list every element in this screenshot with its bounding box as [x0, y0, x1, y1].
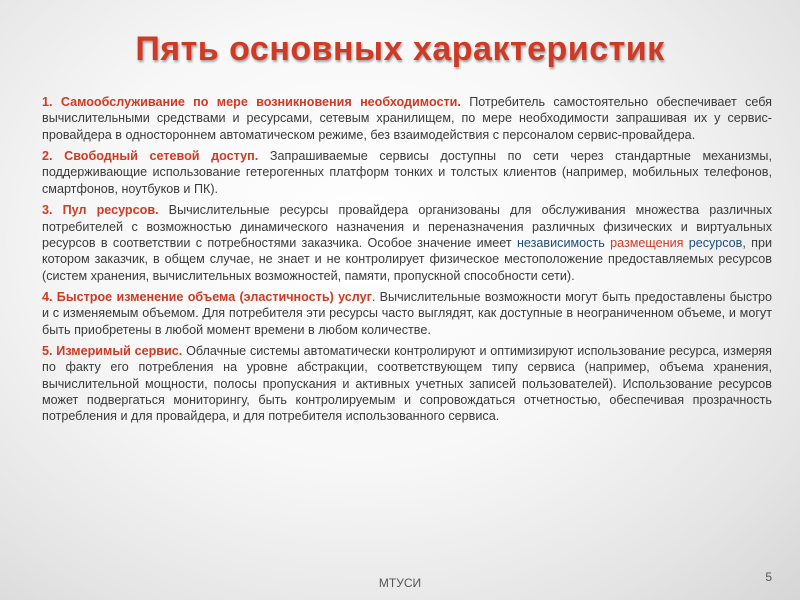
item-heading: 4. Быстрое изменение объема (эластичность) услуг — [42, 289, 372, 304]
emphasis-resources: ресурсов — [688, 235, 743, 250]
slide-title: Пять основных характеристик — [135, 30, 665, 68]
slide-footer: МТУСИ — [378, 576, 422, 590]
item-text-after: , при котором заказчик, в общем случае, не знает и не контролирует физическое местоположение предоставляемых ресурсов (систем хранения, вычислительных возможностей, памяти, пропускной способности сети). — [42, 235, 773, 283]
emphasis-placement: размещения — [610, 235, 684, 250]
item-text: Потребитель самостоятельно обеспечивает себя вычислительными средствами и ресурсами, сетевым хранилищем, по мере необходимости запрашивая их у сервис-провайдера в одностороннем автоматическом режиме, без взаимодействия с персоналом сервис-провайдера. — [42, 95, 772, 142]
item-text: . Вычислительные возможности могут быть предоставлены быстро и с изменяемым объемом. Для потребителя эти ресурсы часто выглядят, как доступные в неограниченном объеме, и могут быть приобретены в любой момент времени в любом количестве. — [42, 289, 772, 337]
list-item-3 — [42, 202, 772, 284]
list-item-4 — [42, 289, 772, 338]
list-item-5 — [42, 343, 772, 425]
item-text: Вычислительные ресурсы провайдера организованы для обслуживания множества различных потребителей с возможностью динамического назначения и переназначения различных физических и виртуальных ресурсов в соответствии с потребностями заказчика. Особое значение имеет — [42, 203, 772, 250]
item-heading: 3. Пул ресурсов. — [42, 203, 159, 218]
emphasis-independence: независимость — [516, 235, 605, 250]
list-item-1 — [42, 94, 772, 143]
slide-content — [42, 94, 772, 430]
item-text: Облачные системы автоматически контролируют и оптимизируют использование ресурса, измеряя по факту его потребления на уровне абстракции, соответствующем типу сервиса (например, объема хранения, вычислительной мощности, полосы пропускания и активных учетных записей пользователей). Использование ресурсов может подвергаться мониторингу, быть контролируемым и сопровождаться отчетностью, обеспечивая прозрачность потребления и для провайдера, и для потребителя использованного сервиса. — [42, 344, 773, 424]
item-heading: 1. Самообслуживание по мере возникновения необходимости. — [42, 95, 461, 109]
item-text: Запрашиваемые сервисы доступны по сети через стандартные механизмы, поддерживающие использование гетерогенных платформ тонких и толстых клиентов (например, мобильных телефонов, смартфонов, ноутбуков и ПК). — [42, 149, 772, 196]
list-item-2 — [42, 148, 772, 197]
item-heading: 2. Свободный сетевой доступ. — [42, 149, 259, 164]
page-number: 5 — [765, 570, 772, 584]
item-heading: 5. Измеримый сервис. — [42, 344, 183, 359]
